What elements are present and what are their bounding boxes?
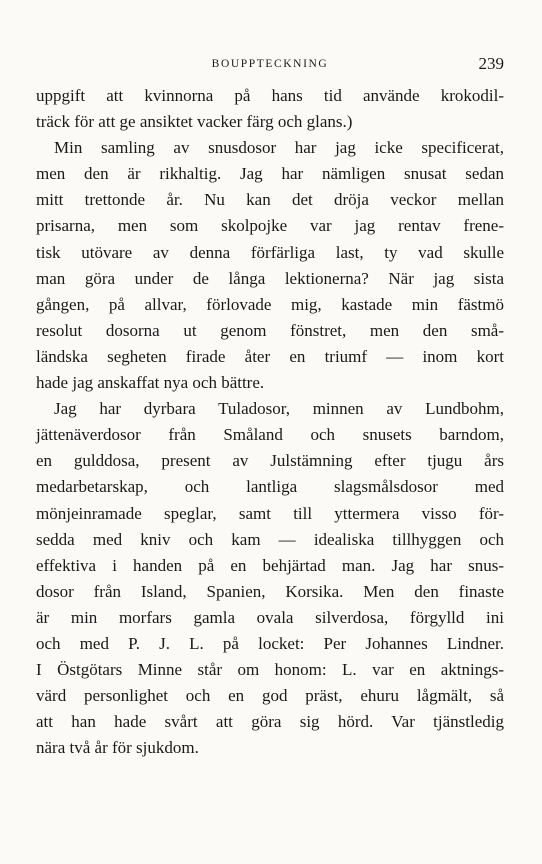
text-line: träck för att ge ansiktet vacker färg och glans.): [36, 112, 353, 132]
text-line: I Östgötars Minne står om honom: L. var en aktnings-: [36, 660, 504, 680]
text-line: värd personlighet och en god präst, ehuru lågmält, så: [36, 686, 504, 706]
text-line: mitt trettonde år. Nu kan det dröja veckor mellan: [36, 190, 504, 210]
text-line: jättenäverdosor från Småland och snusets barndom,: [36, 425, 504, 445]
text-line: hade jag anskaffat nya och bättre.: [36, 373, 265, 393]
text-line: prisarna, men som skolpojke var jag rentav frene-: [36, 216, 504, 236]
text-line: man göra under de långa lektionerna? När jag sista: [36, 268, 504, 288]
text-line: effektiva i handen på en behjärtad man. Jag har snus-: [36, 555, 504, 575]
text-line: sedda med kniv och kam — idealiska tillhyggen och: [36, 529, 504, 549]
text-line: gången, på allvar, förlovade mig, kastade min fästmö: [36, 294, 504, 314]
page-number: 239: [478, 54, 504, 73]
text-line: Jag har dyrbara Tuladosor, minnen av Lundbohm,: [54, 399, 504, 419]
text-line: uppgift att kvinnorna på hans tid använde krokodil-: [36, 86, 504, 105]
text-line: Min samling av snusdosor har jag icke specificerat,: [54, 138, 504, 158]
paragraph: [36, 396, 504, 761]
text-line: medarbetarskap, och lantliga slagsmålsdosor med: [36, 477, 504, 497]
text-line: ländska segheten firade åter en triumf — inom kort: [36, 346, 504, 366]
text-line: är min morfars gamla ovala silverdosa, förgylld ini: [36, 607, 504, 627]
text-line: att han hade svårt att göra sig hörd. Var tjänstledig: [36, 712, 504, 732]
running-title: BOUPPTECKNING: [211, 58, 329, 70]
text-line: men den är rikhaltig. Jag har nämligen snusat sedan: [36, 164, 504, 184]
text-line: dosor från Island, Spanien, Korsika. Men den finaste: [36, 581, 504, 601]
body-text: [36, 83, 504, 761]
paragraph: [36, 83, 504, 135]
paragraph: [36, 135, 504, 396]
text-line: en gulddosa, present av Julstämning efter tjugu års: [36, 451, 504, 471]
text-line: resolut dosorna ut genom fönstret, men den små-: [36, 320, 504, 340]
text-line: tisk utövare av denna förfärliga last, ty vad skulle: [36, 242, 504, 262]
text-line: mönjeinramade speglar, samt till yttermera visso för-: [36, 503, 504, 523]
text-line: nära två år för sjukdom.: [36, 738, 199, 758]
running-header: [36, 56, 504, 76]
text-line: och med P. J. L. på locket: Per Johannes Lindner.: [36, 633, 504, 653]
